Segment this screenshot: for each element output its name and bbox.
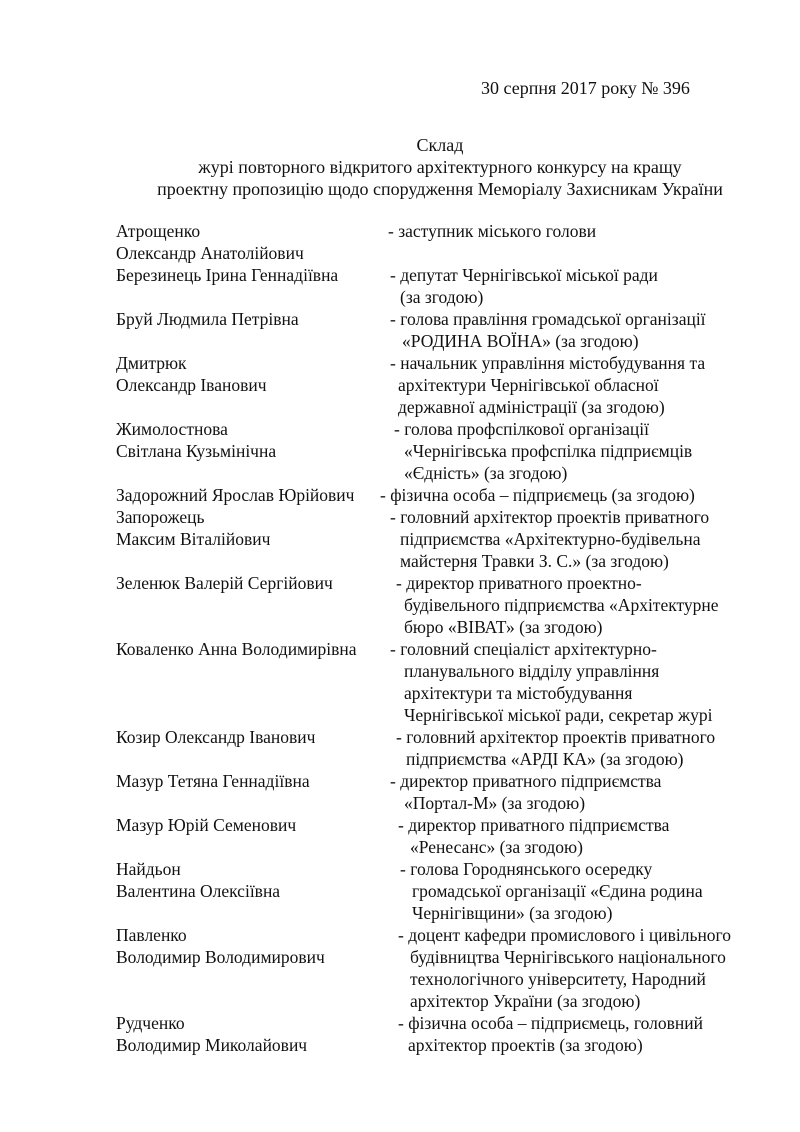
member-line [0,682,800,704]
member-role: майстерня Травки З. С.» (за згодою) [400,551,669,571]
jury-member [0,858,800,924]
member-role: - головний архітектор проектів приватного [390,507,710,527]
member-line [0,374,800,396]
jury-member [0,264,800,308]
member-role: «Чернігівська профспілка підприємців [404,441,693,461]
member-name: Березинець Ірина Геннадіївна [116,265,339,285]
member-role: підприємства «Архітектурно-будівельна [400,529,701,549]
jury-member [0,418,800,484]
member-name: Найдьон [116,859,181,879]
member-line [0,726,800,748]
member-line [0,792,800,814]
jury-member [0,814,800,858]
jury-member [0,484,800,506]
member-role: - голова Городнянського осередку [400,859,653,879]
member-line [0,308,800,330]
member-line [0,638,800,660]
member-line [0,440,800,462]
member-role: будівництва Чернігівського національного [410,947,726,967]
member-line [0,594,800,616]
member-name: Козир Олександр Іванович [116,727,316,747]
member-line [0,330,800,352]
member-line [0,1012,800,1034]
member-role: - головний архітектор проектів приватного [396,727,716,747]
jury-member [0,308,800,352]
jury-member [0,638,800,726]
member-line [0,1034,800,1056]
member-line [0,660,800,682]
member-role: підприємства «АРДІ КА» (за згодою) [406,749,684,769]
member-role: «Єдність» (за згодою) [404,463,568,483]
member-line [0,704,800,726]
member-line [0,770,800,792]
member-role: - фізична особа – підприємець, головний [398,1013,704,1033]
member-role: «Ренесанс» (за згодою) [410,837,583,857]
member-role: - голова правління громадської організації [390,309,706,329]
jury-member [0,924,800,1012]
member-role: громадської організації «Єдина родина [412,881,703,901]
member-role: - заступник міського голови [388,221,597,241]
member-role: - депутат Чернігівської міської ради [390,265,658,285]
jury-member [0,506,800,572]
member-name: Бруй Людмила Петрівна [116,309,299,329]
jury-member [0,770,800,814]
member-name: Жимолостнова [116,419,228,439]
heading-line: журі повторного відкритого архітектурного конкурсу на кращу [198,157,682,177]
member-role: - голова профспілкової організації [394,419,649,439]
member-name: Олександр Іванович [116,375,267,395]
member-role: - директор приватного проектно- [396,573,642,593]
member-role: бюро «ВІВАТ» (за згодою) [404,617,603,637]
member-role: будівельного підприємства «Архітектурне [404,595,719,615]
member-role: - начальник управління містобудування та [390,353,706,373]
member-name: Атрощенко [116,221,201,241]
member-line [0,286,800,308]
jury-member [0,220,800,264]
member-name: Максим Віталійович [116,529,271,549]
member-line [0,242,800,264]
jury-member [0,1012,800,1056]
member-name: Зеленюк Валерій Сергійович [116,573,333,593]
member-role: - директор приватного підприємства [390,771,662,791]
member-role: - фізична особа – підприємець (за згодою) [380,485,695,505]
member-role: планувального відділу управління [404,661,660,681]
document-heading [40,134,800,200]
member-line [0,264,800,286]
member-role: архітектури Чернігівської обласної [398,375,659,395]
member-line [0,396,800,418]
member-name: Рудченко [116,1013,185,1033]
member-line [0,506,800,528]
member-role: Чернігівської міської ради, секретар журі [404,705,713,725]
member-name: Світлана Кузьмінічна [116,441,277,461]
member-name: Олександр Анатолійович [116,243,304,263]
member-role: архітектор проектів (за згодою) [408,1035,643,1055]
member-line [0,220,800,242]
member-role: Чернігівщини» (за згодою) [412,903,613,923]
member-line [0,990,800,1012]
member-name: Мазур Тетяна Геннадіївна [116,771,310,791]
member-role: - доцент кафедри промислового і цивільного [398,925,732,945]
member-line [0,880,800,902]
member-line [0,814,800,836]
member-line [0,418,800,440]
member-role: архітектор України (за згодою) [410,991,641,1011]
member-role: «Портал-М» (за згодою) [404,793,586,813]
member-name: Володимир Миколайович [116,1035,308,1055]
member-name: Валентина Олексіївна [116,881,281,901]
member-name: Мазур Юрій Семенович [116,815,297,835]
member-role: державної адміністрації (за згодою) [398,397,665,417]
member-line [0,484,800,506]
jury-member [0,352,800,418]
member-role: - директор приватного підприємства [398,815,670,835]
member-role: (за згодою) [400,287,484,307]
jury-member [0,572,800,638]
member-line [0,528,800,550]
member-line [0,836,800,858]
member-role: технологічного університету, Народний [410,969,706,989]
member-line [0,946,800,968]
member-line [0,462,800,484]
member-name: Задорожний Ярослав Юрійович [116,485,355,505]
member-line [0,352,800,374]
order-date-number: 30 серпня 2017 року № 396 [481,78,690,98]
member-line [0,924,800,946]
member-name: Дмитрюк [116,353,187,373]
member-role: - головний спеціаліст архітектурно- [390,639,657,659]
member-line [0,902,800,924]
member-line [0,616,800,638]
heading-line: Склад [416,135,464,155]
jury-member [0,726,800,770]
jury-members-list [0,220,800,1056]
member-role: архітектури та містобудування [404,683,633,703]
member-role: «РОДИНА ВОЇНА» (за згодою) [402,331,639,351]
member-name: Запорожець [116,507,205,527]
member-name: Володимир Володимирович [116,947,325,967]
member-name: Павленко [116,925,187,945]
member-line [0,748,800,770]
member-line [0,968,800,990]
member-name: Коваленко Анна Володимирівна [116,639,357,659]
heading-line: проектну пропозицію щодо спорудження Меморіалу Захисникам України [157,179,723,199]
member-line [0,550,800,572]
member-line [0,572,800,594]
member-line [0,858,800,880]
